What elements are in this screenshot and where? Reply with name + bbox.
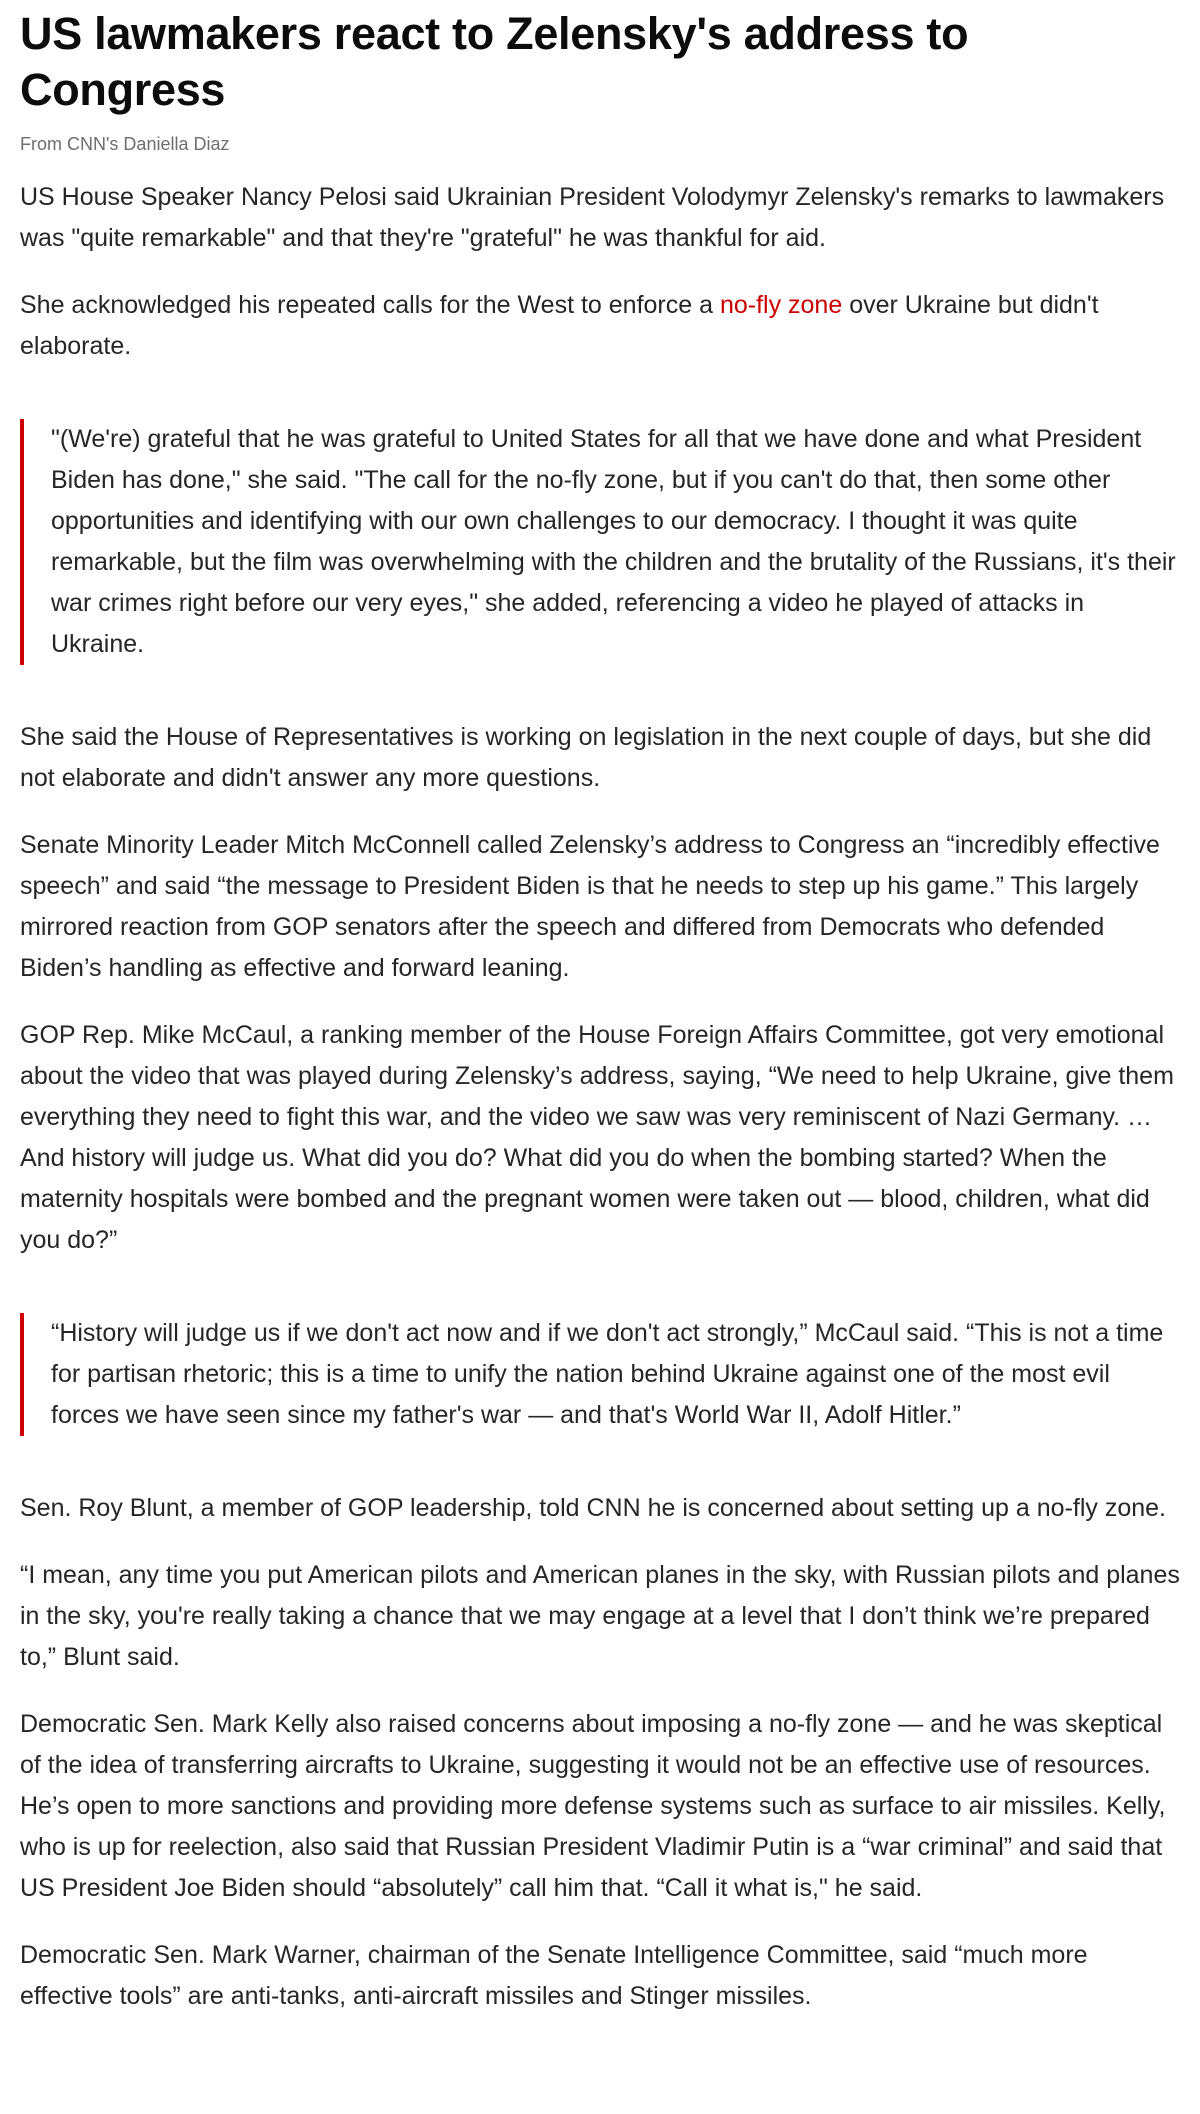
blockquote-pelosi: "(We're) grateful that he was grateful to United States for all that we have done and what President Biden has done," she said. "The call for the no-fly zone, but if you can't do that, then some other opportunities and identifying with our own challenges to our democracy. I thought it was quite remarkable, but the film was overwhelming with the children and the brutality of the Russians, it's their war crimes right before our very eyes," she added, referencing a video he played of attacks in Ukraine. <box>20 419 1180 665</box>
paragraph-no-fly-zone <box>20 285 1180 367</box>
paragraph-house-legislation: She said the House of Representatives is working on legislation in the next couple of days, but she did not elaborate and didn't answer any more questions. <box>20 723 1152 792</box>
paragraph-mcconnell: Senate Minority Leader Mitch McConnell called Zelensky’s address to Congress an “incredibly effective speech” and said “the message to President Biden is that he needs to step up his game.” This largely mirrored reaction from GOP senators after the speech and differed from Democrats who defended Biden’s handling as effective and forward leaning. <box>20 831 1160 982</box>
paragraph-text-after-link: over Ukraine but didn't elaborate. <box>20 291 1099 360</box>
paragraph-blunt: Sen. Roy Blunt, a member of GOP leadership, told CNN he is concerned about setting up a no-fly zone. <box>20 1494 1166 1522</box>
paragraph-warner: Democratic Sen. Mark Warner, chairman of the Senate Intelligence Committee, said “much more effective tools” are anti-tanks, anti-aircraft missiles and Stinger missiles. <box>20 1941 1088 2010</box>
paragraph-kelly: Democratic Sen. Mark Kelly also raised concerns about imposing a no-fly zone — and he was skeptical of the idea of transferring aircrafts to Ukraine, suggesting it would not be an effective use of resources. He’s open to more sanctions and providing more defense systems such as surface to air missiles. Kelly, who is up for reelection, also said that Russian President Vladimir Putin is a “war criminal” and said that US President Joe Biden should “absolutely” call him that. “Call it what is," he said. <box>20 1710 1166 1902</box>
blockquote-mccaul: “History will judge us if we don't act now and if we don't act strongly,” McCaul said. “This is not a time for partisan rhetoric; this is a time to unify the nation behind Ukraine against one of the most evil forces we have seen since my father's war — and that's World War II, Adolf Hitler.” <box>20 1313 1180 1436</box>
no-fly-zone-link[interactable]: no-fly zone <box>719 291 843 319</box>
headline: US lawmakers react to Zelensky's address to Congress <box>20 8 969 115</box>
byline: From CNN's Daniella Diaz <box>20 134 230 154</box>
paragraph-mccaul: GOP Rep. Mike McCaul, a ranking member of the House Foreign Affairs Committee, got very emotional about the video that was played during Zelensky’s address, saying, “We need to help Ukraine, give them everything they need to fight this war, and the video we saw was very reminiscent of Nazi Germany. … And history will judge us. What did you do? What did you do when the bombing started? When the maternity hospitals were bombed and the pregnant women were taken out — blood, children, what did you do?” <box>20 1021 1174 1254</box>
paragraph-blunt-quote: “I mean, any time you put American pilots and American planes in the sky, with Russian pilots and planes in the sky, you're really taking a chance that we may engage at a level that I don’t think we’re prepared to,” Blunt said. <box>20 1561 1180 1671</box>
paragraph-pelosi-remarks: US House Speaker Nancy Pelosi said Ukrainian President Volodymyr Zelensky's remarks to lawmakers was "quite remarkable" and that they're "grateful" he was thankful for aid. <box>20 183 1165 252</box>
paragraph-text-before-link: She acknowledged his repeated calls for the West to enforce a <box>20 291 720 319</box>
